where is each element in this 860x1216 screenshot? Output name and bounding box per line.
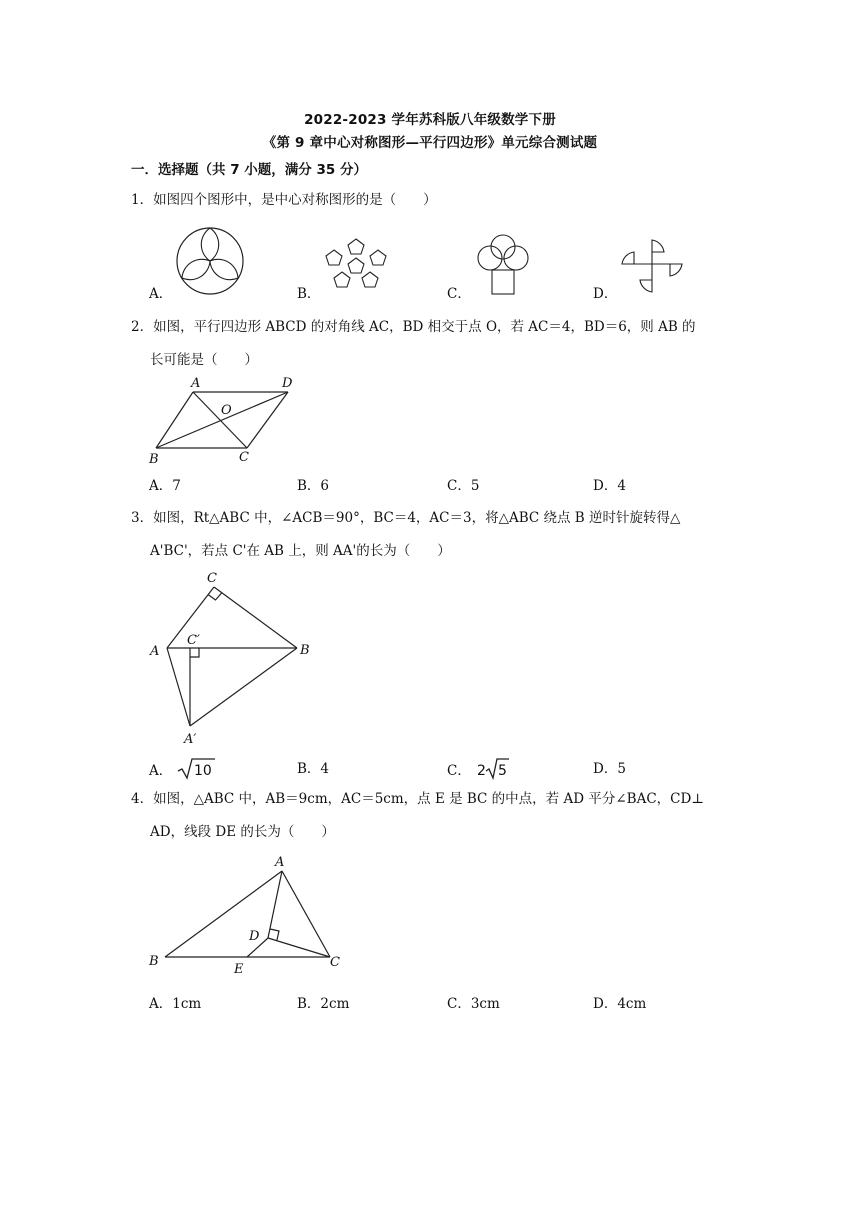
question-3-stem-line-1: 3．如图，Rt△ABC 中，∠ACB＝90°，BC＝4，AC＝3，将△ABC 绕点 B 逆时针旋转得△ [131, 510, 681, 526]
q1-figure-c [470, 232, 536, 298]
q1-figure-a [175, 226, 245, 296]
q4-option-d: D．4cm [593, 996, 647, 1012]
q2-label-d: D [282, 376, 293, 391]
q4-option-a: A．1cm [149, 996, 202, 1012]
q3-option-c-sqrt [475, 757, 515, 781]
q1-option-d: D． [593, 286, 618, 302]
q3-option-c: C． 2 5 [447, 757, 515, 781]
question-2-stem-line-2: 长可能是（ ） [150, 352, 258, 368]
q4-option-c: C．3cm [447, 996, 500, 1012]
q3-option-a-sqrt [177, 757, 217, 781]
q1-option-a: A． [149, 286, 173, 302]
q2-option-d: D．4 [593, 478, 626, 494]
q2-option-c: C．5 [447, 478, 480, 494]
title-line-1: 2022-2023 学年苏科版八年级数学下册 [304, 112, 556, 128]
svg-text:5: 5 [498, 763, 508, 779]
question-3-stem-line-2: A'BC'，若点 C'在 AB 上，则 AA'的长为（ ） [150, 543, 451, 559]
q4-triangle-figure [145, 852, 355, 978]
q4-label-e: E [234, 962, 244, 977]
q3-option-b: B．4 [297, 761, 330, 777]
q3-label-a: A [150, 644, 160, 659]
q4-label-b: B [149, 954, 159, 969]
q2-option-b: B．6 [297, 478, 330, 494]
question-4-stem-line-2: AD，线段 DE 的长为（ ） [150, 824, 335, 840]
question-2-stem-line-1: 2．如图，平行四边形 ABCD 的对角线 AC，BD 相交于点 O，若 AC＝4，BD＝6，则 AB 的 [131, 319, 696, 335]
q1-option-c: C． [447, 286, 471, 302]
q4-label-d: D [249, 929, 260, 944]
q1-option-b: B． [297, 286, 321, 302]
svg-text:2: 2 [477, 763, 487, 779]
q3-label-b: B [300, 643, 310, 658]
q3-label-c: C [207, 571, 217, 586]
q4-option-b: B．2cm [297, 996, 350, 1012]
q2-label-c: C [239, 450, 249, 465]
title-line-2: 《第 9 章中心对称图形—平行四边形》单元综合测试题 [262, 135, 598, 151]
question-4-stem-line-1: 4．如图，△ABC 中，AB＝9cm，AC＝5cm，点 E 是 BC 的中点，若 AD 平分∠BAC，CD⊥ [131, 791, 704, 807]
question-1-stem: 1．如图四个图形中，是中心对称图形的是（ ） [131, 192, 437, 208]
q1-figure-d [618, 238, 686, 296]
q2-label-o: O [221, 403, 232, 418]
q2-label-b: B [149, 452, 159, 466]
q4-label-c: C [330, 955, 340, 970]
q2-option-a: A．7 [149, 478, 181, 494]
section-heading: 一．选择题（共 7 小题，满分 35 分） [131, 162, 367, 178]
q3-option-d: D．5 [593, 761, 626, 777]
q2-parallelogram-figure [145, 372, 305, 466]
svg-text:10: 10 [193, 763, 212, 779]
q2-label-a: A [191, 376, 201, 391]
q4-label-a: A [275, 855, 285, 870]
q3-option-a: A． 10 [149, 757, 217, 781]
q1-figure-b [318, 236, 394, 296]
q3-rotation-figure [145, 566, 325, 750]
q3-label-c-prime: C′ [187, 633, 200, 648]
q3-label-a-prime: A′ [184, 732, 197, 747]
